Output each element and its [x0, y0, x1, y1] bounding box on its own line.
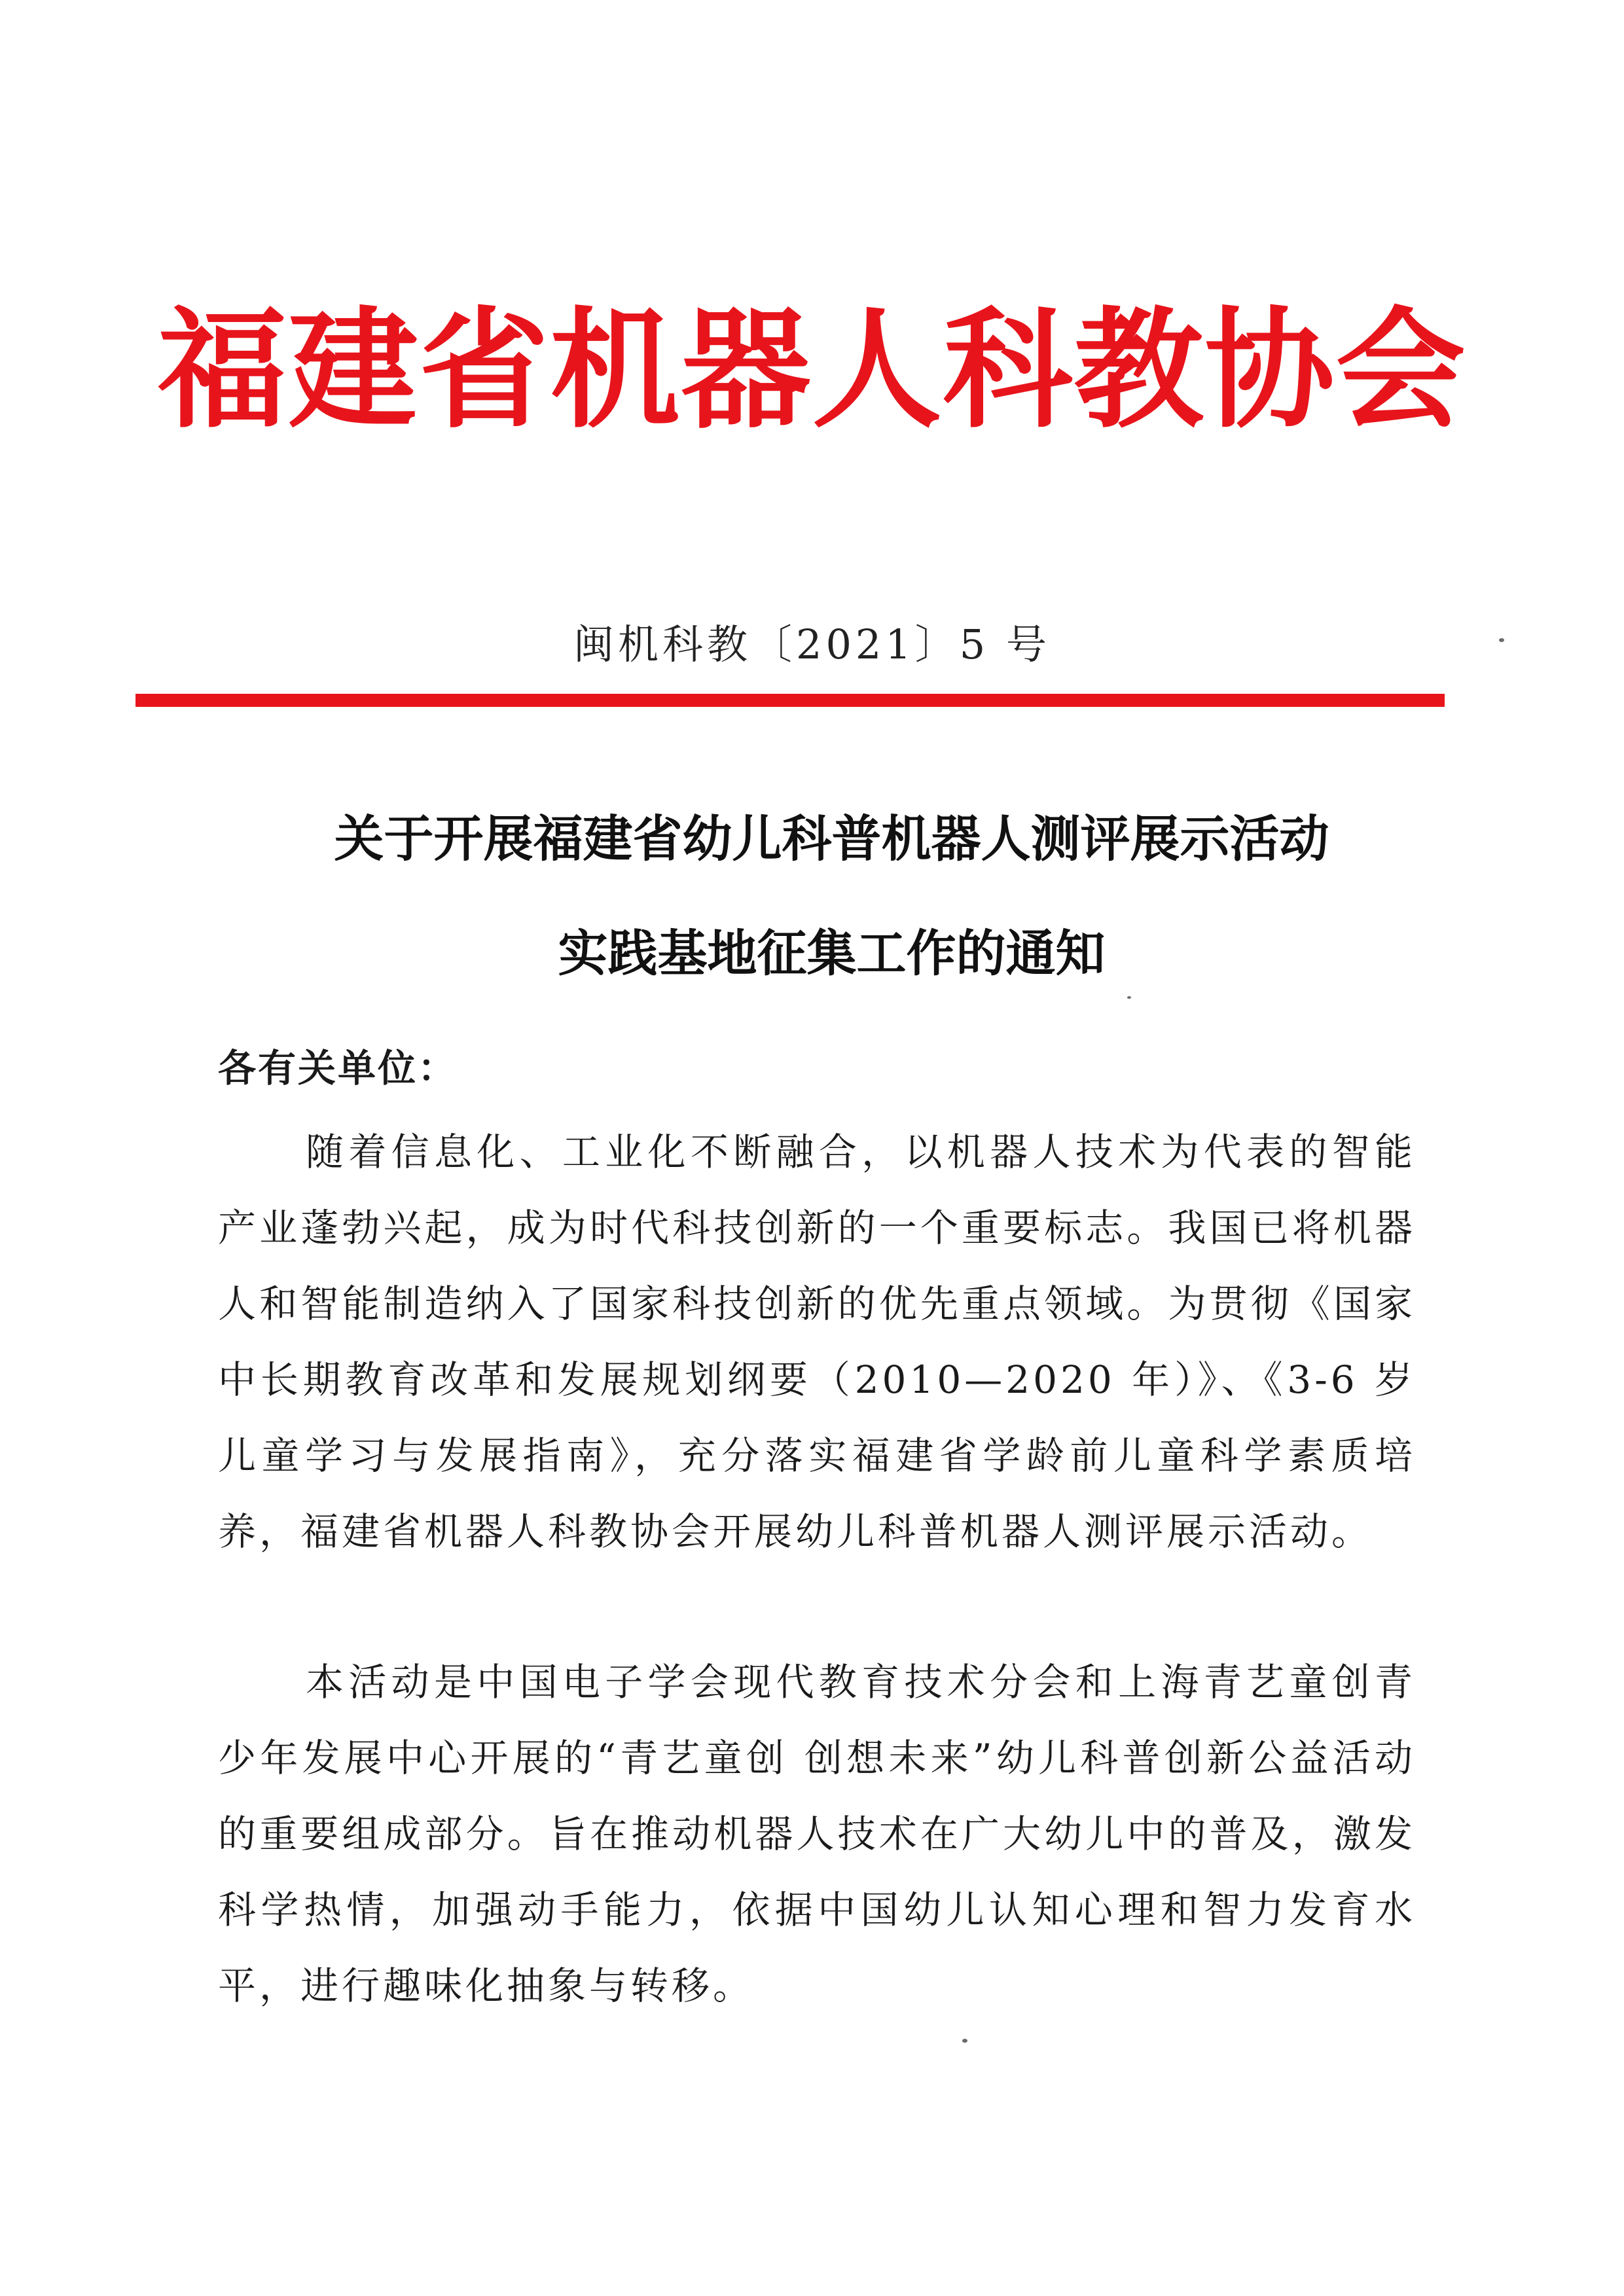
- scan-speck: [1499, 638, 1504, 642]
- body-paragraph-2: 本活动是中国电子学会现代教育技术分会和上海青艺童创青少年发展中心开展的“青艺童创 创想未来”幼儿科普创新公益活动的重要组成部分。旨在推动机器人技术在广大幼儿中的普及，激发科学热情，加强动手能力，依据中国幼儿认知心理和智力发育水平，进行趣味化抽象与转移。: [218, 1660, 1416, 2008]
- document-title-line-1: 关于开展福建省幼儿科普机器人测评展示活动: [334, 810, 1329, 868]
- salutation: 各有关单位：: [218, 1046, 458, 1090]
- document-number: 闽机科教〔2021〕5 号: [573, 620, 1051, 668]
- body-paragraph-1: 随着信息化、工业化不断融合，以机器人技术为代表的智能产业蓬勃兴起，成为时代科技创新的一个重要标志。我国已将机器人和智能制造纳入了国家科技创新的优先重点领域。为贯彻《国家中长期教育改革和发展规划纲要（2010—2020 年）》、《3-6 岁儿童学习与发展指南》，充分落实福建省学龄前儿童科学素质培养，福建省机器人科教协会开展幼儿科普机器人测评展示活动。: [218, 1130, 1416, 1554]
- scan-speck: [1127, 996, 1131, 999]
- red-divider-rule: [135, 694, 1445, 707]
- organization-header: 福建省机器人科教协会: [157, 293, 1467, 446]
- scan-speck: [962, 2039, 967, 2043]
- document-title-line-2: 实践基地征集工作的通知: [558, 924, 1106, 982]
